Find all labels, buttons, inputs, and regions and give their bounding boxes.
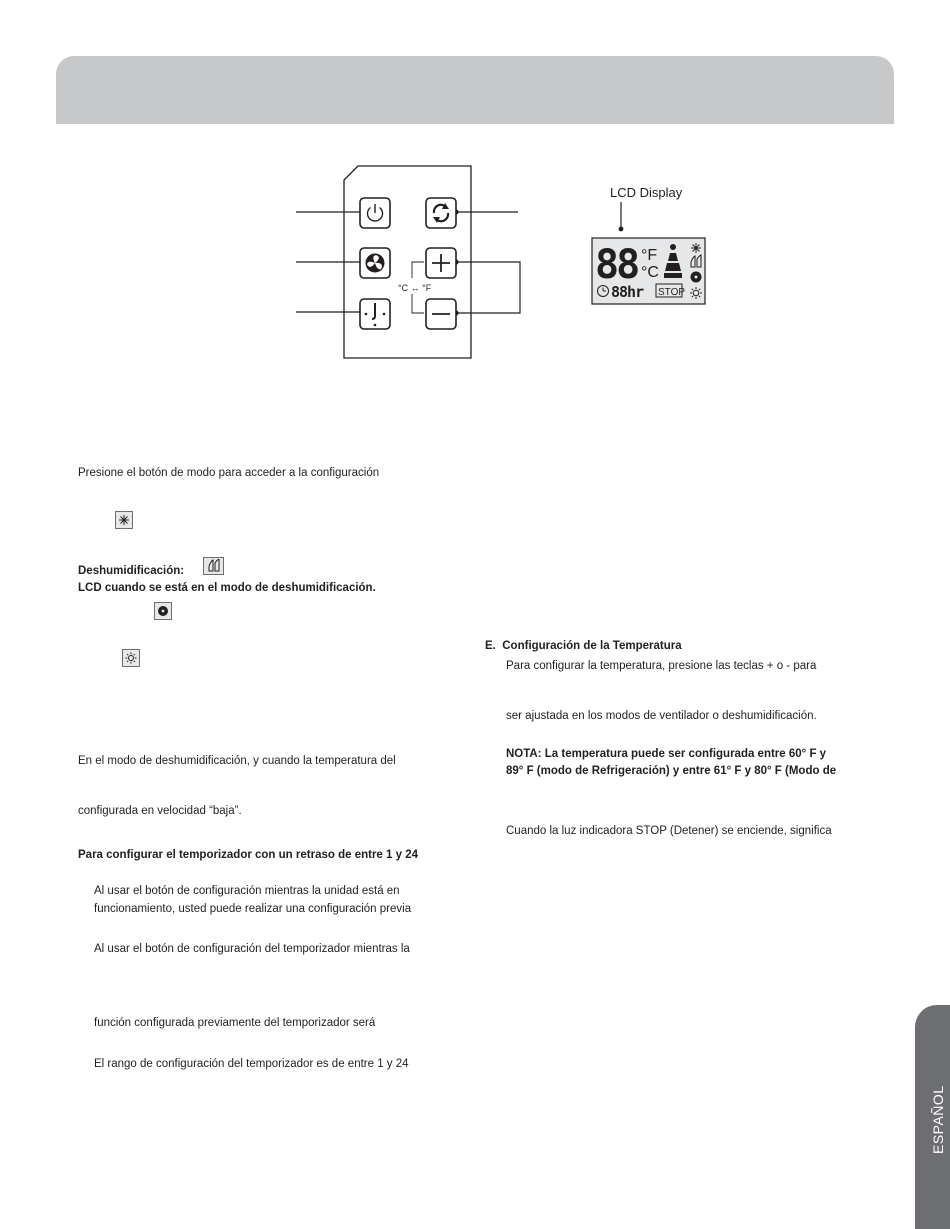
note-line1: NOTA: La temperatura puede ser configurada entre 60° F y <box>506 748 827 760</box>
fan-icon <box>366 254 385 273</box>
lcd-display <box>590 200 710 308</box>
timer-paragraph2-line2: función configurada previamente del temporizador será <box>94 1017 376 1029</box>
timer-paragraph1-line2: funcionamiento, usted puede realizar una configuración previa <box>94 903 412 915</box>
mode-button[interactable] <box>426 198 456 228</box>
temperature-section-heading: E. Configuración de la Temperatura <box>485 640 682 652</box>
dehumid-heading: Deshumidificación: <box>78 565 185 577</box>
timer-heading: Para configurar el temporizador con un retraso de entre 1 y 24 <box>78 849 418 861</box>
note-line2: 89° F (modo de Refrigeración) y entre 61° F y 80° F (Modo de <box>506 765 837 777</box>
fan-icon <box>154 602 172 620</box>
temperature-text-line2: ser ajustada en los modos de ventilador o deshumidificación. <box>506 710 817 722</box>
lcd-stop-indicator: STOP <box>658 287 686 298</box>
unit-toggle-label: °C ↔ °F <box>398 283 432 293</box>
timer-paragraph2-line1: Al usar el botón de configuración del temporizador mientras la <box>94 943 410 955</box>
lcd-timer-digits: 88hr <box>611 283 644 301</box>
power-button[interactable] <box>360 198 390 228</box>
stop-indicator-text: Cuando la luz indicadora STOP (Detener) se enciende, significa <box>506 825 832 837</box>
temperature-text-line1: Para configurar la temperatura, presione las teclas + o - para <box>506 660 817 672</box>
lcd-unit-f: °F <box>641 247 658 264</box>
snowflake-icon <box>115 511 133 529</box>
header-bar <box>56 56 894 124</box>
fan-speed-button[interactable] <box>360 248 390 278</box>
droplet-icon <box>203 557 224 575</box>
lcd-temp-digits: 88 <box>595 242 638 288</box>
timer-paragraph1-line1: Al usar el botón de configuración mientras la unidad está en <box>94 885 400 897</box>
plus-button[interactable] <box>426 248 456 278</box>
minus-button[interactable] <box>426 299 456 329</box>
remote-diagram <box>290 160 530 365</box>
timer-paragraph3: El rango de configuración del temporizador es de entre 1 y 24 <box>94 1058 409 1070</box>
dehumid-fan-line2: configurada en velocidad “baja”. <box>78 805 242 817</box>
lcd-display-label: LCD Display <box>610 185 683 200</box>
mode-intro-text: Presione el botón de modo para acceder a la configuración <box>78 467 380 479</box>
lcd-unit-c: °C <box>641 264 659 281</box>
timer-button[interactable] <box>360 299 390 329</box>
fan-icon <box>691 272 702 283</box>
dehumid-fan-line1: En el modo de deshumidificación, y cuando la temperatura del <box>78 755 396 767</box>
language-tab-label: ESPAÑOL <box>930 1085 946 1155</box>
sun-icon <box>122 649 140 667</box>
snowflake-icon <box>691 243 701 253</box>
dehumid-lcd-line: LCD cuando se está en el modo de deshumidificación. <box>78 582 376 594</box>
